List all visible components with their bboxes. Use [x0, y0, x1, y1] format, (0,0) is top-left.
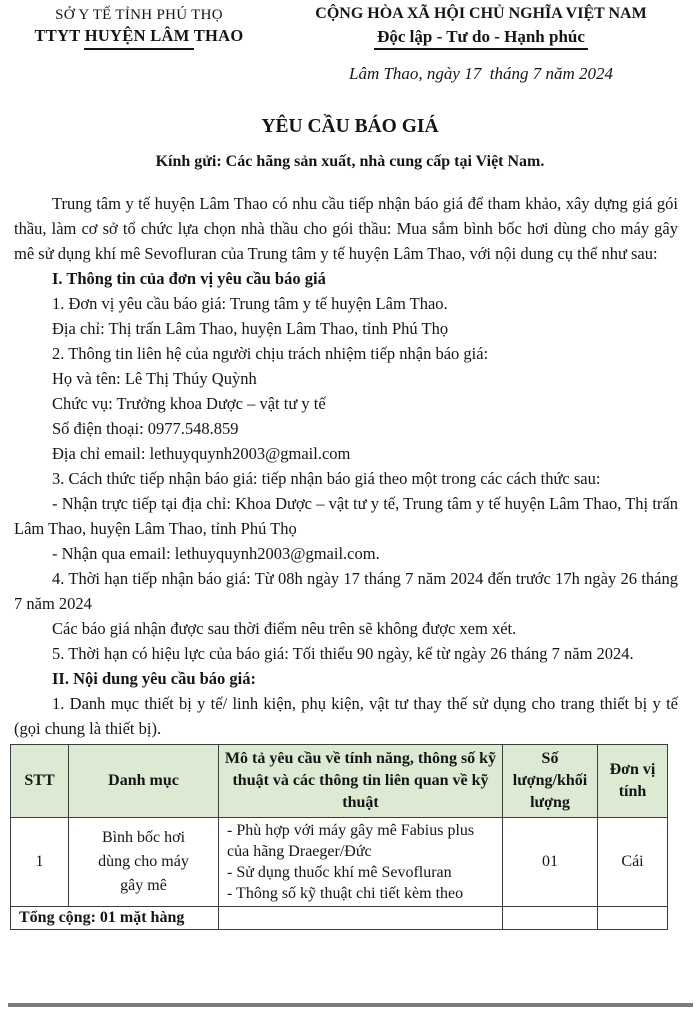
spec-line: - Phù hợp với máy gây mê Fabius plus của hãng Draeger/Đức — [227, 822, 475, 860]
issuing-agency-block — [0, 4, 278, 50]
col-header-so-luong: Số lượng/khối lượng — [503, 745, 598, 818]
paragraph-receive-email: - Nhận qua email: lethuyquynh2003@gmail.com. — [52, 544, 380, 563]
col-header-mo-ta: Mô tả yêu cầu về tính năng, thông số kỹ thuật và các thông tin liên quan về kỹ thuật — [219, 745, 503, 818]
document-body — [14, 191, 678, 741]
national-motto: Độc lập - Tư do - Hạnh phúc — [374, 25, 588, 50]
paragraph-address: Địa chỉ: Thị trấn Lâm Thao, huyện Lâm Thao, tỉnh Phú Thọ — [52, 319, 449, 338]
total-empty-spec-cell — [219, 907, 503, 930]
parent-agency-name: SỞ Y TẾ TỈNH PHÚ THỌ — [55, 7, 223, 23]
total-empty-qty-cell — [503, 907, 598, 930]
paragraph-late-note: Các báo giá nhận được sau thời điểm nêu trên sẽ không được xem xét. — [52, 619, 517, 638]
national-title: CỘNG HÒA XÃ HỘI CHỦ NGHĨA VIỆT NAM — [315, 5, 647, 22]
quotation-items-table — [10, 744, 668, 930]
cell-item-specs — [219, 818, 503, 907]
paragraph-receive-method: 3. Cách thức tiếp nhận báo giá: tiếp nhận báo giá theo một trong các cách thức sau: — [52, 469, 601, 488]
paragraph-contact-phone: Số điện thoại: 0977.548.859 — [52, 419, 239, 438]
cell-stt: 1 — [11, 818, 69, 907]
issuing-agency-name: TTYT HUYỆN LÂM THAO — [34, 26, 244, 45]
col-header-stt: STT — [11, 745, 69, 818]
col-header-danh-muc: Danh mục — [69, 745, 219, 818]
total-label: Tổng cộng: 01 mặt hàng — [11, 907, 219, 930]
page-edge-bar — [8, 1003, 693, 1007]
total-empty-unit-cell — [598, 907, 668, 930]
section-heading-1: I. Thông tin của đơn vị yêu cầu báo giá — [52, 269, 326, 288]
paragraph-requesting-unit: 1. Đơn vị yêu cầu báo giá: Trung tâm y tế huyện Lâm Thao. — [52, 294, 448, 313]
paragraph-contact-heading: 2. Thông tin liên hệ của người chịu trách nhiệm tiếp nhận báo giá: — [52, 344, 489, 363]
paragraph-intro: Trung tâm y tế huyện Lâm Thao có nhu cầu tiếp nhận báo giá để tham khảo, xây dựng giá gói thầu, làm cơ sở tổ chức lựa chọn nhà thầu cho gói thầu: Mua sắm bình bốc hơi dùng cho máy gây mê sử dụng khí mê Sevofluran của Trung tâm y tế huyện Lâm Thao, với nội dung cụ thể như sau: — [14, 194, 678, 263]
document-title: YÊU CẦU BÁO GIÁ — [261, 116, 439, 137]
cell-item-name: Bình bốc hơi dùng cho máy gây mê — [69, 818, 219, 907]
paragraph-validity: 5. Thời hạn có hiệu lực của báo giá: Tối thiểu 90 ngày, kể từ ngày 26 tháng 7 năm 2024. — [52, 644, 634, 663]
paragraph-contact-name: Họ và tên: Lê Thị Thúy Quỳnh — [52, 369, 257, 388]
section-heading-2: II. Nội dung yêu cầu báo giá: — [52, 669, 257, 688]
paragraph-contact-email: Địa chỉ email: lethuyquynh2003@gmail.com — [52, 444, 351, 463]
salutation-line: Kính gửi: Các hãng sản xuất, nhà cung cấp tại Việt Nam. — [155, 153, 545, 170]
cell-quantity: 01 — [503, 818, 598, 907]
spec-line: - Thông số kỹ thuật chi tiết kèm theo — [227, 885, 464, 902]
paragraph-contact-position: Chức vụ: Trưởng khoa Dược – vật tư y tế — [52, 394, 326, 413]
national-motto-block — [278, 4, 700, 84]
document-header — [0, 0, 700, 84]
col-header-don-vi: Đơn vị tính — [598, 745, 668, 818]
cell-unit: Cái — [598, 818, 668, 907]
date-line: Lâm Thao, ngày 17 tháng 7 năm 2024 — [349, 64, 613, 83]
spec-line: - Sử dụng thuốc khí mê Sevofluran — [227, 864, 452, 881]
table-row — [11, 818, 668, 907]
paragraph-deadline: 4. Thời hạn tiếp nhận báo giá: Từ 08h ngày 17 tháng 7 năm 2024 đến trước 17h ngày 26 tháng 7 năm 2024 — [14, 569, 678, 613]
table-header-row — [11, 745, 668, 818]
table-total-row — [11, 907, 668, 930]
paragraph-receive-direct: - Nhận trực tiếp tại địa chỉ: Khoa Dược – vật tư y tế, Trung tâm y tế huyện Lâm Thao, Thị trấn Lâm Thao, huyện Lâm Thao, tỉnh Phú Thọ — [14, 494, 678, 538]
agency-underline-rule — [84, 48, 194, 50]
paragraph-item-list-intro: 1. Danh mục thiết bị y tế/ linh kiện, phụ kiện, vật tư thay thế sử dụng cho trang thiết bị y tế (gọi chung là thiết bị). — [14, 694, 678, 738]
